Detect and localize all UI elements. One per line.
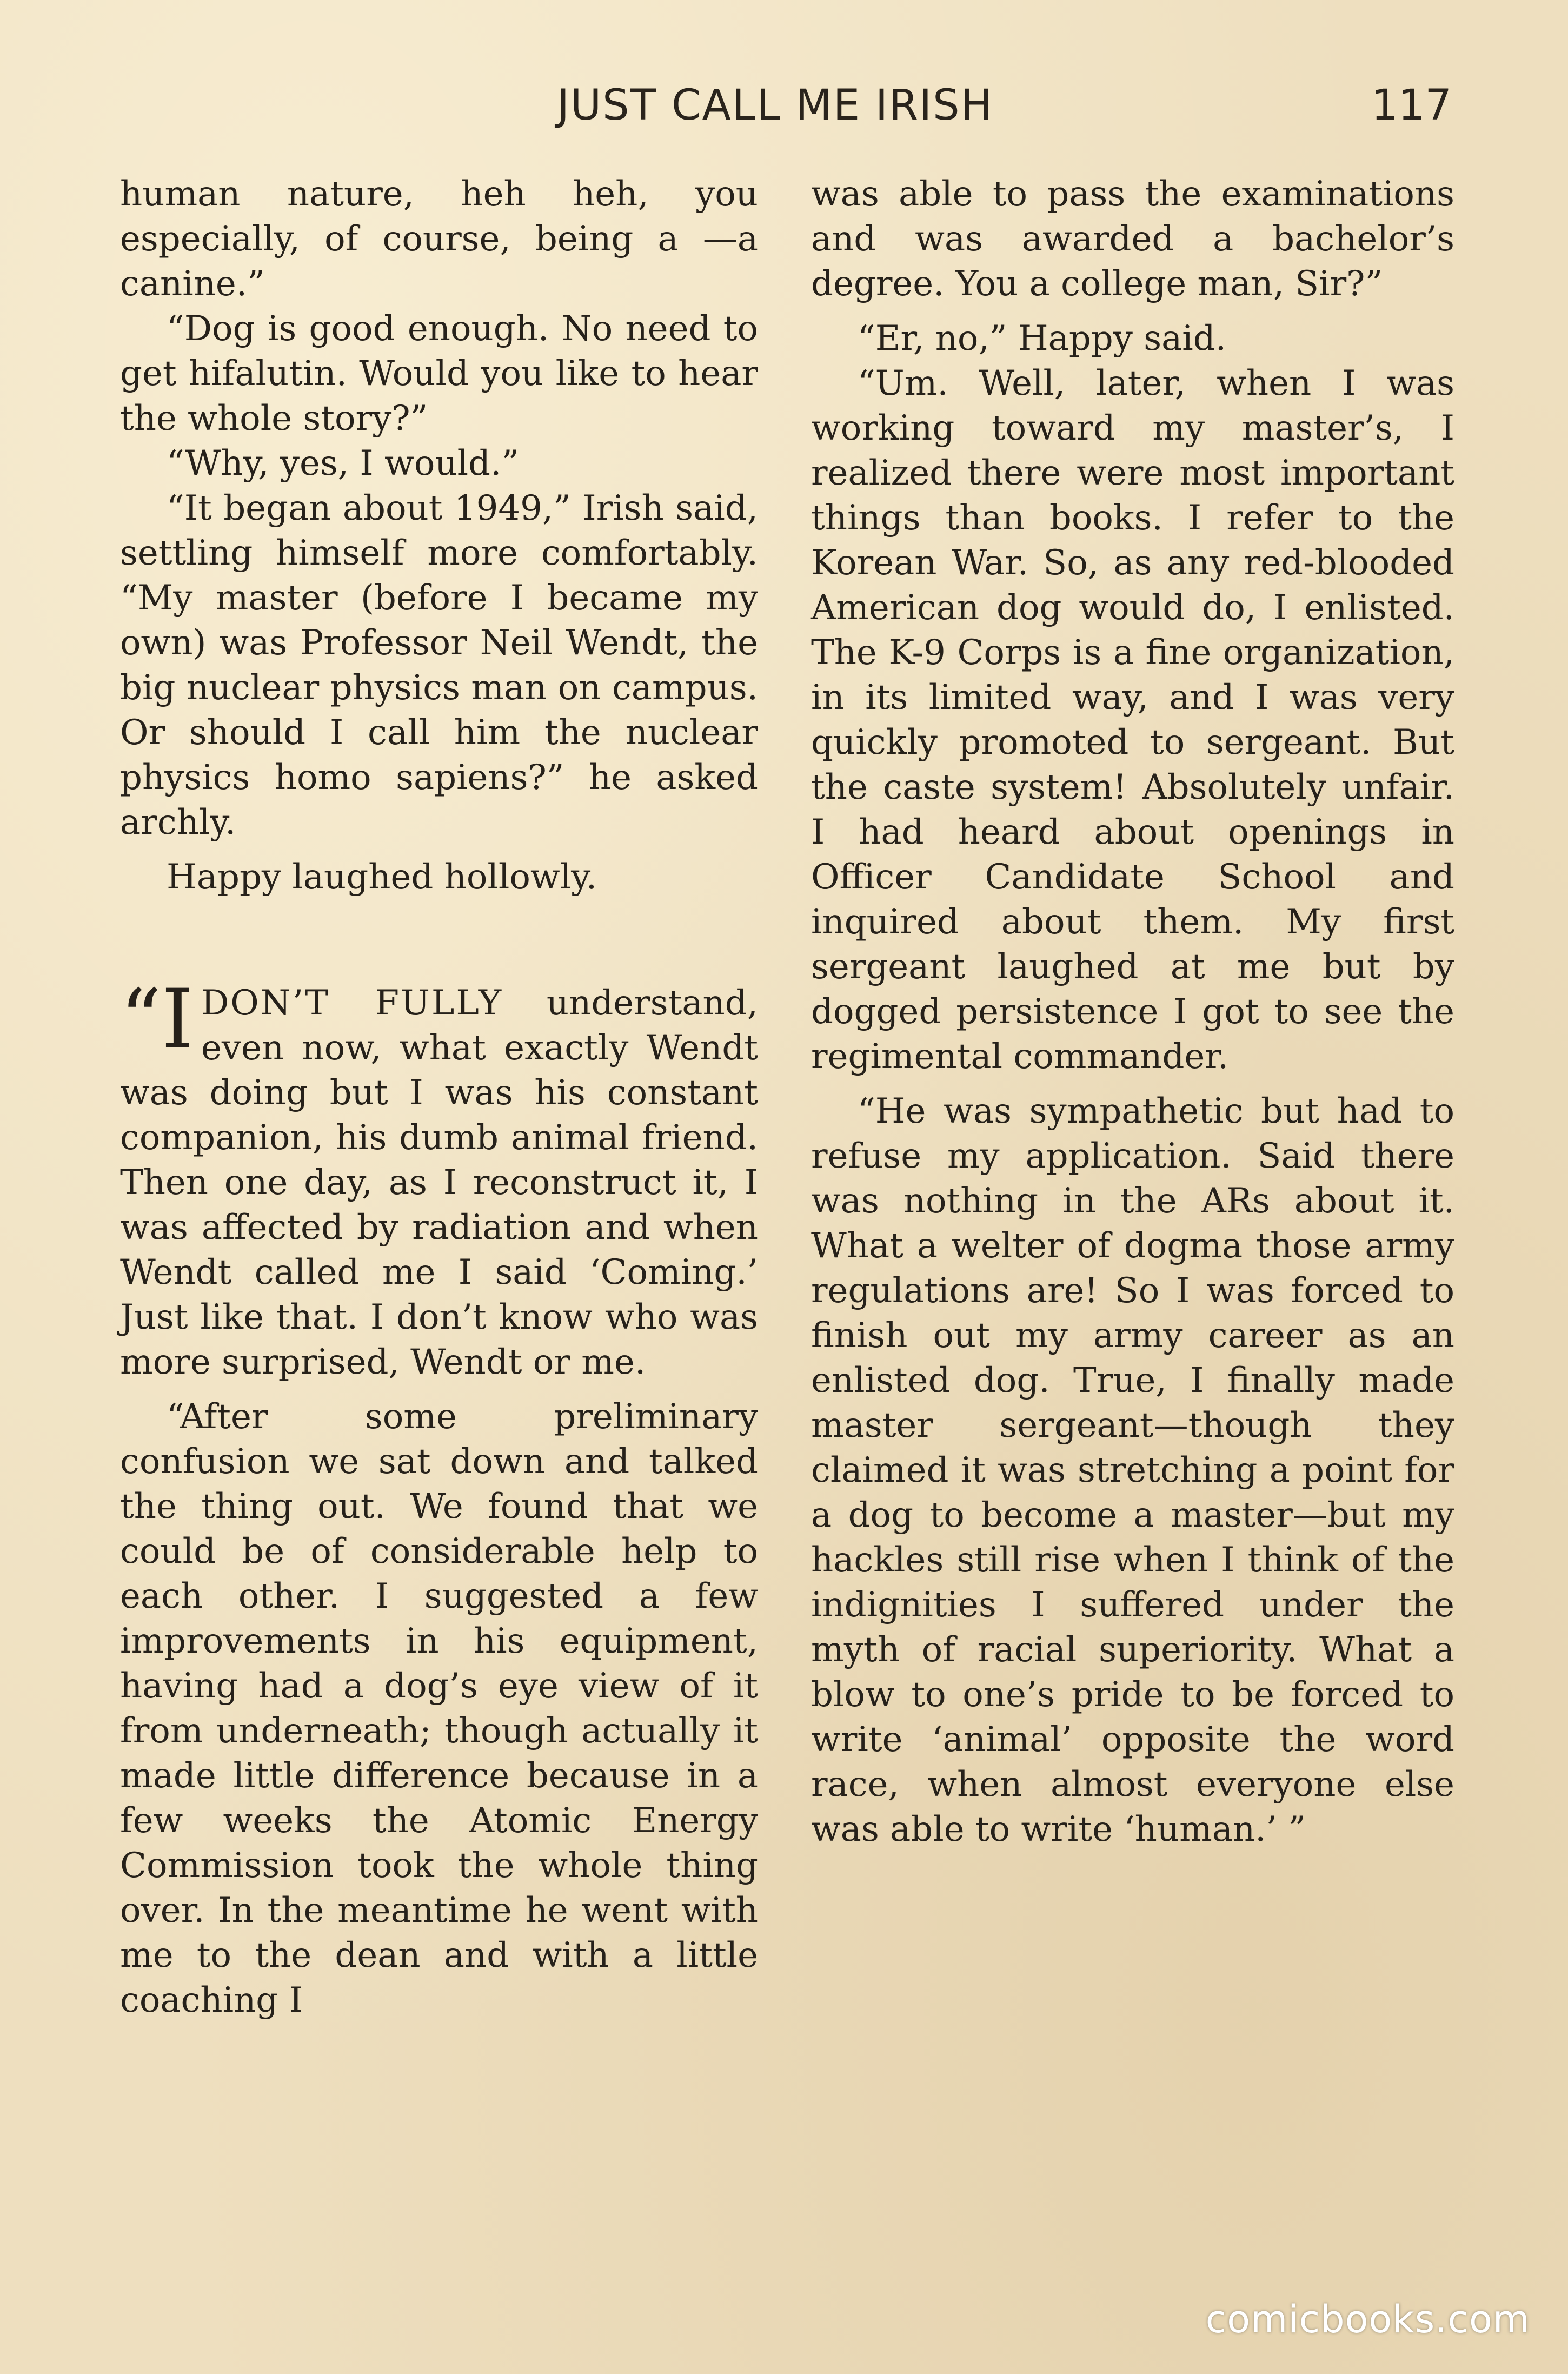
- paragraph: “He was sympathetic but had to refuse my application. Said there was nothing in the ARs about it. What a welter of dogma those army regulations are! So I was forced to finish out my army career as an enlisted dog. True, I finally made master sergeant—though they claimed it was stretching a point for a dog to become a master—but my hackles still rise when I think of the indignities I suffered under the myth of racial superiority. What a blow to one’s pride to be forced to write ‘animal’ opposite the word race, when almost everyone else was able to write ‘human.’ ”: [811, 1091, 1454, 1849]
- watermark: comicbooks.com: [1205, 2297, 1530, 2342]
- paragraph: “Um. Well, later, when I was working toward my master’s, I realized there were most important things than books. I refer to the Korean War. So, as any red-blooded American dog would do, I enlisted. The K-9 Corps is a fine organization, in its limited way, and I was very quickly promoted to sergeant. But the caste system! Absolutely unfair. I had heard about openings in Officer Candidate School and inquired about them. My first sergeant laughed at me but by dogged persistence I got to see the regimental commander.: [811, 363, 1454, 1077]
- paragraph-text: understand, even now, what exactly Wendt was doing but I was his constant companion, his dumb animal friend. Then one day, as I reconstruct it, I was affected by radiation and when Wendt called me I said ‘Coming.’ Just like that. I don’t know who was more surprised, Wendt or me.: [120, 983, 758, 1382]
- paragraph: human nature, heh heh, you especially, of course, being a —a canine.”: [120, 174, 758, 304]
- page-number: 117: [1371, 81, 1452, 130]
- section-start-paragraph: [120, 972, 758, 1385]
- paragraph: Happy laughed hollowly.: [167, 857, 597, 897]
- paragraph: “It began about 1949,” Irish said, settling himself more comfortably. “My master (before I became my own) was Professor Neil Wendt, the big nuclear physics man on campus. Or should I call him the nuclear physics homo sapiens?” he asked archly.: [120, 488, 758, 843]
- paragraph: “Er, no,” Happy said.: [858, 319, 1227, 359]
- left-column: [120, 172, 758, 2023]
- drop-cap: “I: [120, 972, 194, 1066]
- running-title: JUST CALL ME IRISH: [557, 81, 994, 130]
- small-caps-lead: DON’T FULLY: [201, 983, 503, 1023]
- paragraph: was able to pass the examinations and was awarded a bachelor’s degree. You a college man, Sir?”: [811, 174, 1454, 304]
- paragraph: “After some preliminary confusion we sat down and talked the thing out. We found that we could be of considerable help to each other. I suggested a few improvements in his equipment, having had a dog’s eye view of it from underneath; though actually it made little difference because in a few weeks the Atomic Energy Commission took the whole thing over. In the meantime he went with me to the dean and with a little coaching I: [120, 1397, 758, 2020]
- right-column: [811, 172, 1454, 1852]
- paragraph: “Dog is good enough. No need to get hifalutin. Would you like to hear the whole story?”: [120, 309, 758, 439]
- paragraph: “Why, yes, I would.”: [167, 443, 520, 483]
- page-header: [0, 81, 1568, 146]
